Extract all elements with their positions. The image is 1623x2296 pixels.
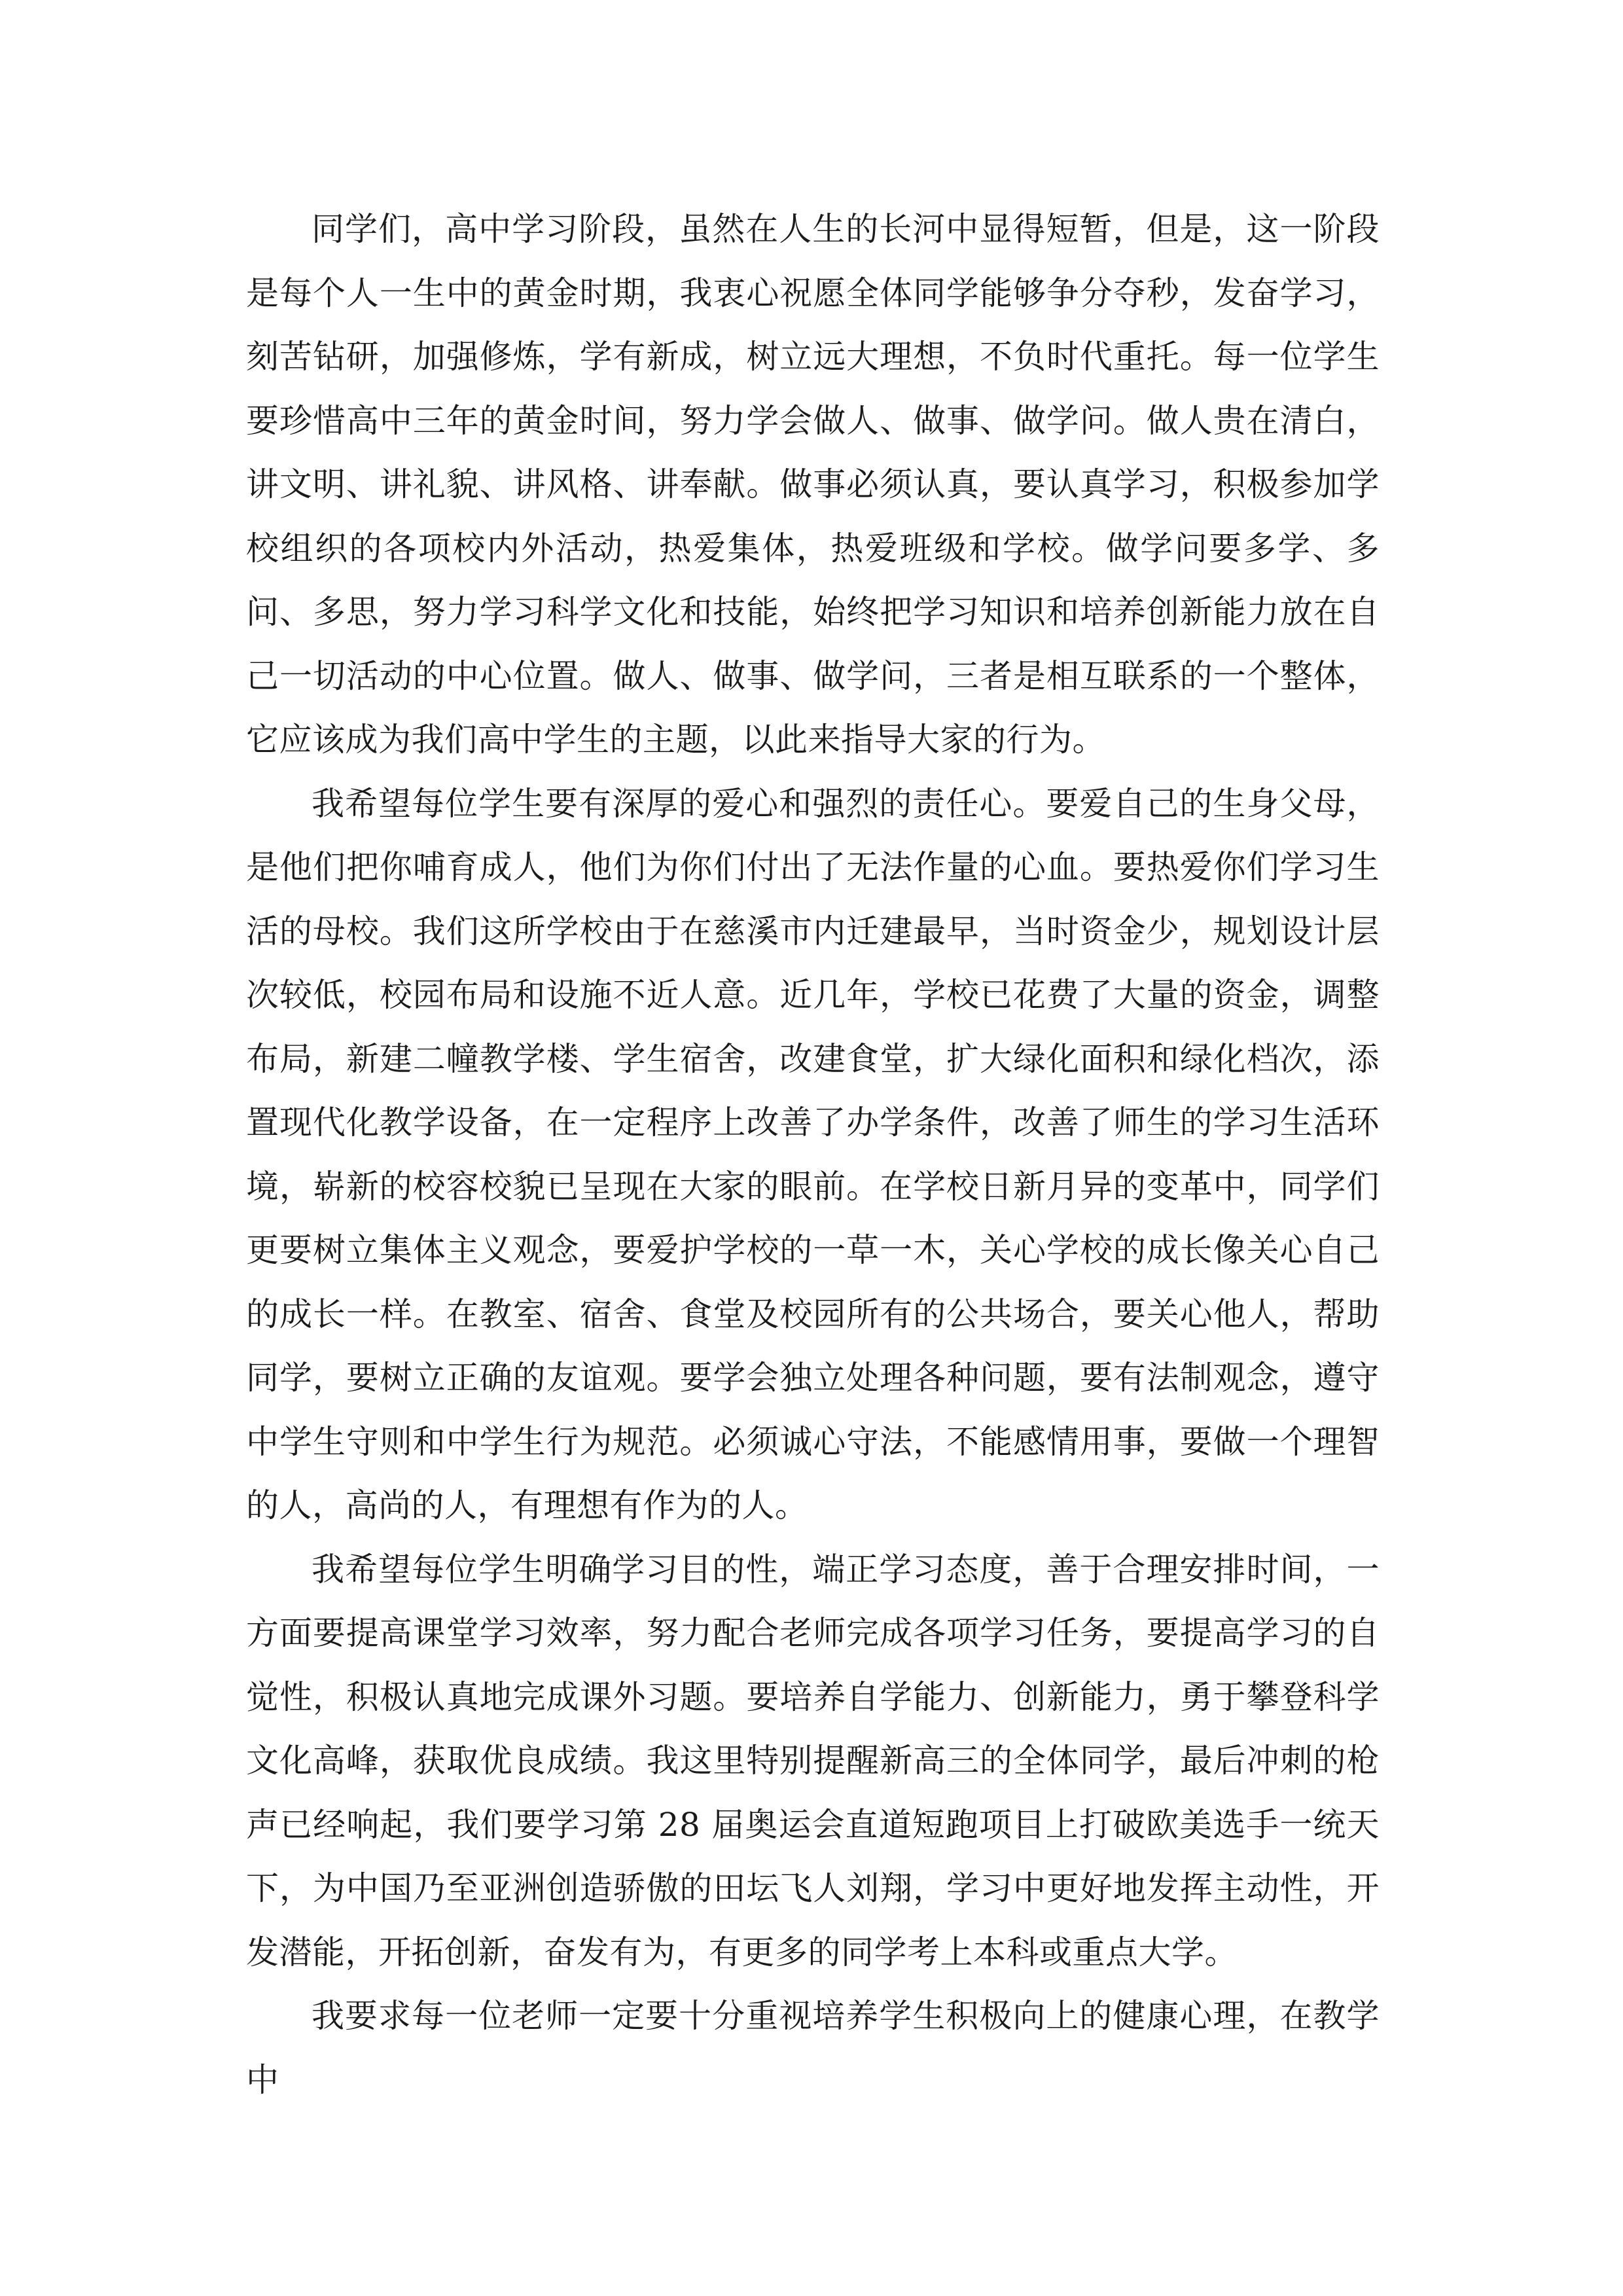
paragraph-4: 我要求每一位老师一定要十分重视培养学生积极向上的健康心理，在教学中 [246,1997,1380,2099]
paragraph-1: 同学们，高中学习阶段，虽然在人生的长河中显得短暂，但是，这一阶段是每个人一生中的黄金时期，我衷心祝愿全体同学能够争分夺秒，发奋学习，刻苦钻研，加强修炼，学有新成，树立远大理想，不负时代重托。每一位学生要珍惜高中三年的黄金时间，努力学会做人、做事、做学问。做人贵在清白，讲文明、讲礼貌、讲风格、讲奉献。做事必须认真，要认真学习，积极参加学校组织的各项校内外活动，热爱集体，热爱班级和学校。做学问要多学、多问、多思，努力学习科学文化和技能，始终把学习知识和培养创新能力放在自己一切活动的中心位置。做人、做事、做学问，三者是相互联系的一个整体，它应该成为我们高中学生的主题，以此来指导大家的行为。 [246,210,1380,759]
paragraph-3: 我希望每位学生明确学习目的性，端正学习态度，善于合理安排时间，一方面要提高课堂学习效率，努力配合老师完成各项学习任务，要提高学习的自觉性，积极认真地完成课外习题。要培养自学能力、创新能力，勇于攀登科学文化高峰，获取优良成绩。我这里特别提醒新高三的全体同学，最后冲刺的枪声已经响起，我们要学习第 28 届奥运会直道短跑项目上打破欧美选手一统天下，为中国乃至亚洲创造骄傲的田坛飞人刘翔，学习中更好地发挥主动性，开发潜能，开拓创新，奋发有为，有更多的同学考上本科或重点大学。 [246,1550,1380,1971]
document-body [246,198,1380,2112]
paragraph-2: 我希望每位学生要有深厚的爱心和强烈的责任心。要爱自己的生身父母，是他们把你哺育成人，他们为你们付出了无法作量的心血。要热爱你们学习生活的母校。我们这所学校由于在慈溪市内迁建最早，当时资金少，规划设计层次较低，校园布局和设施不近人意。近几年，学校已花费了大量的资金，调整布局，新建二幢教学楼、学生宿舍，改建食堂，扩大绿化面积和绿化档次，添置现代化教学设备，在一定程序上改善了办学条件，改善了师生的学习生活环境，崭新的校容校貌已呈现在大家的眼前。在学校日新月异的变革中，同学们更要树立集体主义观念，要爱护学校的一草一木，关心学校的成长像关心自己的成长一样。在教室、宿舍、食堂及校园所有的公共场合，要关心他人，帮助同学，要树立正确的友谊观。要学会独立处理各种问题，要有法制观念，遵守中学生守则和中学生行为规范。必须诚心守法，不能感情用事，要做一个理智的人，高尚的人，有理想有作为的人。 [246,784,1380,1524]
